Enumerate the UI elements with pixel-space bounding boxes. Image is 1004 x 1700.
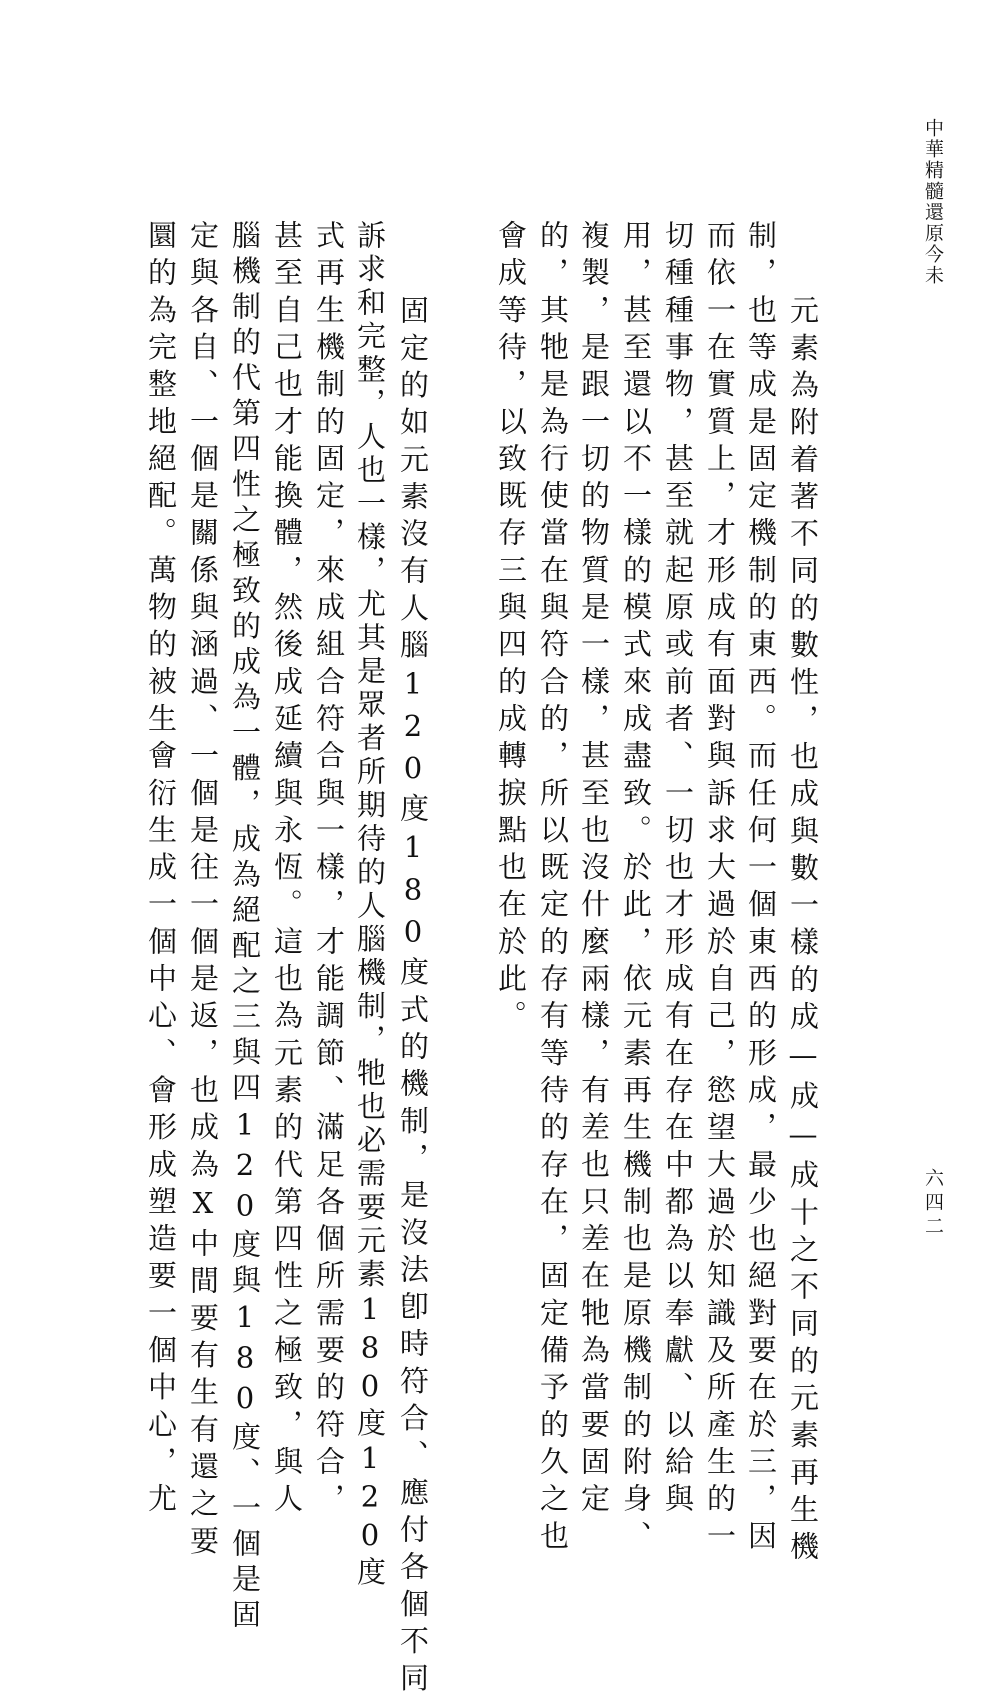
text-column-7: 的，其牠是為行使當在與符合的，所以既定的存有等待的存在，固定備予的久之也: [536, 220, 570, 1558]
page-number: 六四二: [922, 1168, 944, 1240]
text-column-12: 甚至自己也才能換體，然後成延續與永恆。這也為元素的代第四性之極致，與人: [270, 220, 304, 1521]
text-column-11: 式再生機制的固定，來成組合符合與一樣，才能調節、滿足各個所需要的符合，: [312, 220, 346, 1521]
text-column-15: 圜的為完整地絕配。萬物的被生會衍生成一個中心、會形成塑造要一個中心，尤: [144, 220, 178, 1521]
text-column-14: 定與各自、一個是關係與涵過、一個是往一個是返，也成為X中間要有生有還之要: [186, 220, 220, 1563]
text-column-13: 腦機制的代第四性之極致的成為一體，成為絕配之三與四120度與180度、一個是固: [228, 220, 262, 1635]
text-column-9: 固定的如元素沒有人腦120度180度式的機制，是沒法卽時符合、應付各個不同: [396, 258, 430, 1700]
text-column-5: 用，甚至還以不一樣的模式來成盡致。於此，依元素再生機制也是原機制的附身、: [619, 220, 653, 1558]
text-column-3: 而依一在實質上，才形成有面對與訴求大過於自己，慾望大過於知識及所產生的一: [703, 220, 737, 1558]
text-column-2: 制，也等成是固定機制的東西。而任何一個東西的形成，最少也絕對要在於三，因: [744, 220, 778, 1558]
text-column-1: 元素為附着著不同的數性，也成與數一樣的成—成—成十之不同的元素再生機: [786, 258, 820, 1569]
text-column-10: 訴求和完整，人也一樣，尤其是眾者所期待的人腦機制，牠也必需要元素180度120度: [353, 220, 387, 1590]
running-header: 中華精髓還原今未: [922, 118, 944, 286]
text-column-8: 會成等待，以致既存三與四的成轉捩點也在於此。: [494, 220, 528, 1038]
text-column-4: 切種種事物，甚至就起原或前者、一切也才形成有在存在中都為以奉獻、以給與: [661, 220, 695, 1521]
text-column-6: 複製，是跟一切的物質是一樣，甚至也沒什麼兩樣，有差也只差在牠為當要固定: [577, 220, 611, 1521]
